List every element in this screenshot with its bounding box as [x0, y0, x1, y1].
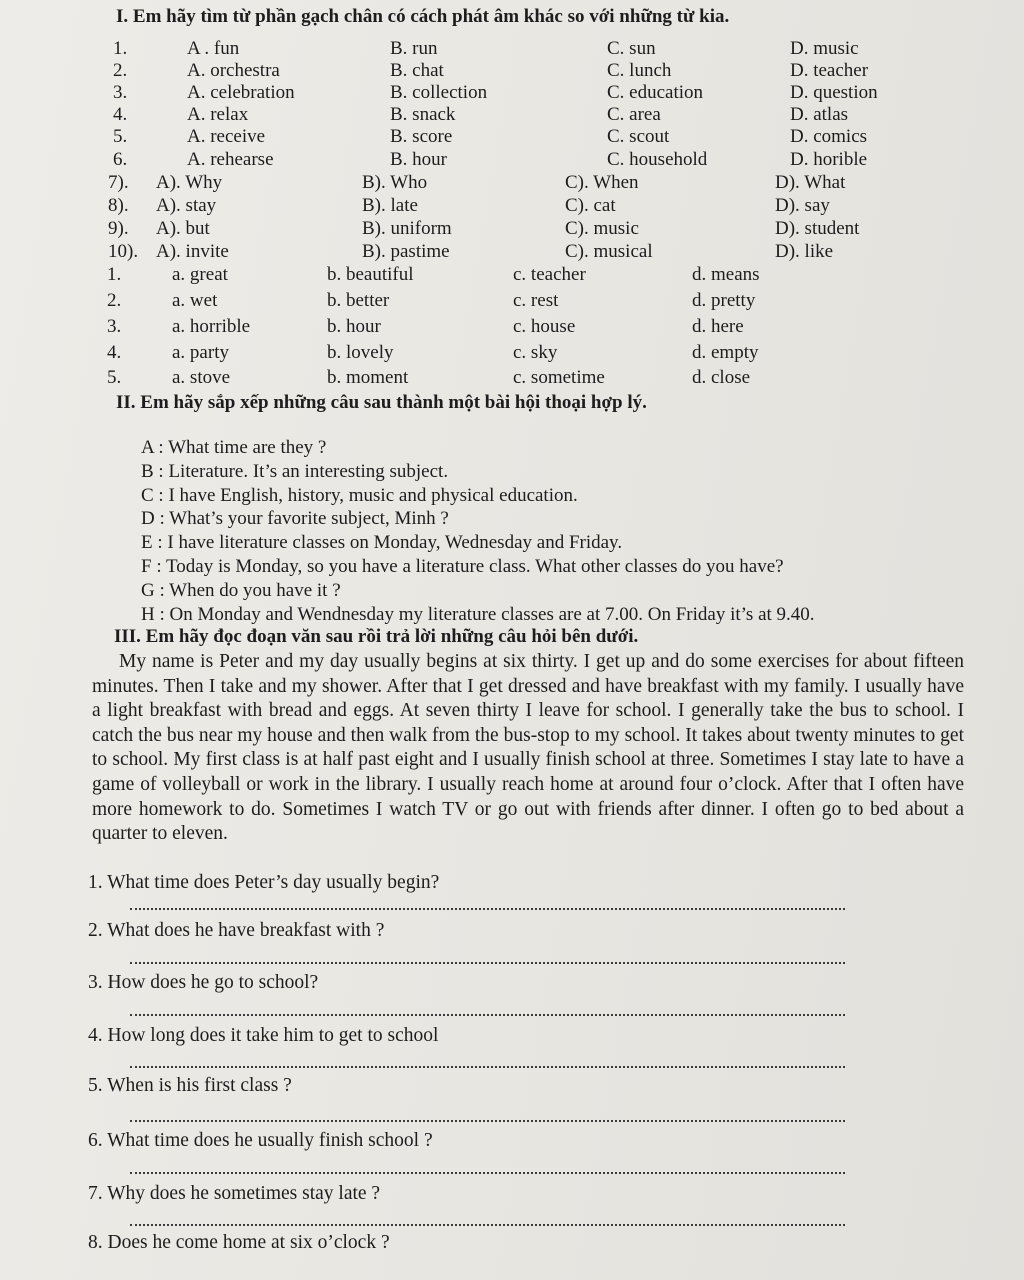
option-b: B. chat [390, 60, 444, 81]
question-row [0, 342, 1024, 366]
dialog-line: D : What’s your favorite subject, Minh ? [141, 508, 449, 530]
answer-line-5[interactable] [130, 1120, 845, 1122]
item-number: 4. [113, 104, 128, 125]
option-c: C. scout [607, 126, 670, 147]
item-number: 7). [108, 172, 129, 193]
question-row [0, 38, 1024, 62]
answer-line-2[interactable] [130, 962, 845, 964]
option-d: D. teacher [790, 60, 869, 81]
option-d: d. here [692, 316, 744, 337]
option-d: d. means [692, 264, 760, 285]
option-a: A. celebration [187, 82, 295, 103]
question-row [0, 172, 1024, 196]
option-c: C. household [607, 149, 708, 170]
passage-text: My name is Peter and my day usually begins at six thirty. I get up and do some exercises for about fifteen minutes. Then I take and my shower. After that I get dressed and have breakfast with my family. I usually have a light breakfast with bread and eggs. At seven thirty I leave for school. I generally take the bus to school. I catch the bus near my house and then walk from the bus-stop to my school. It takes about twenty minutes to get to school. My first class is at half past eight and I usually finish school at three. Sometimes I stay late to have a game of volleyball or work in the library. I usually reach home at around four o’clock. After that I often have more homework to do. Sometimes I watch TV or go out with friends after dinner. I often go to bed about a quarter to eleven. [92, 651, 964, 845]
question-4: 4. How long does it take him to get to school [88, 1025, 439, 1046]
option-d: D). say [775, 195, 830, 216]
option-c: C). cat [565, 195, 616, 216]
question-row [0, 264, 1024, 288]
option-d: D. question [790, 82, 878, 103]
option-b: B. collection [390, 82, 488, 103]
answer-line-7[interactable] [130, 1224, 845, 1226]
option-d: D. comics [790, 126, 868, 147]
dialog-line: F : Today is Monday, so you have a literature class. What other classes do you have? [141, 555, 784, 577]
option-a: A). invite [156, 241, 229, 262]
question-row [0, 195, 1024, 219]
question-row [0, 126, 1024, 150]
question-5: 5. When is his first class ? [88, 1075, 292, 1096]
item-number: 6. [113, 149, 128, 170]
option-d: D. horible [790, 149, 868, 170]
item-number: 1. [113, 38, 128, 59]
option-c: c. teacher [513, 264, 586, 285]
option-a: a. great [172, 264, 228, 285]
option-c: C. sun [607, 38, 656, 59]
item-number: 5. [107, 367, 122, 388]
option-b: b. beautiful [327, 264, 414, 285]
option-a: a. horrible [172, 316, 251, 337]
option-d: D). student [775, 218, 860, 239]
option-b: B). pastime [362, 241, 450, 262]
option-b: B. run [390, 38, 438, 59]
question-row [0, 241, 1024, 265]
item-number: 3. [113, 82, 128, 103]
option-c: C. lunch [607, 60, 672, 81]
question-row [0, 60, 1024, 84]
option-b: B. hour [390, 149, 447, 170]
question-1: 1. What time does Peter’s day usually begin? [88, 872, 440, 893]
answer-line-1[interactable] [130, 908, 845, 910]
item-number: 3. [107, 316, 122, 337]
dialog-line: B : Literature. It’s an interesting subject. [141, 460, 449, 482]
option-c: c. rest [513, 290, 559, 311]
section-3-title: III. Em hãy đọc đoạn văn sau rồi trả lời những câu hỏi bên dưới. [114, 626, 639, 647]
answer-line-3[interactable] [130, 1014, 845, 1016]
question-row [0, 316, 1024, 340]
option-b: B). uniform [362, 218, 452, 239]
option-c: C). When [565, 172, 639, 193]
question-8: 8. Does he come home at six o’clock ? [88, 1232, 390, 1253]
option-d: d. close [692, 367, 751, 388]
option-b: b. hour [327, 316, 381, 337]
item-number: 5. [113, 126, 128, 147]
section-1-title: I. Em hãy tìm từ phần gạch chân có cách phát âm khác so với những từ kia. [116, 6, 730, 27]
option-c: C). music [565, 218, 639, 239]
option-a: A. orchestra [187, 60, 280, 81]
option-a: A). but [156, 218, 210, 239]
option-a: A). stay [156, 195, 217, 216]
question-2: 2. What does he have breakfast with ? [88, 920, 385, 941]
item-number: 2. [113, 60, 128, 81]
dialog-line: C : I have English, history, music and physical education. [141, 484, 578, 506]
dialog-line: E : I have literature classes on Monday, Wednesday and Friday. [141, 532, 623, 554]
option-d: D). What [775, 172, 846, 193]
question-6: 6. What time does he usually finish school ? [88, 1130, 433, 1151]
question-row [0, 218, 1024, 242]
option-d: D. atlas [790, 104, 849, 125]
dialog-line: A : What time are they ? [141, 437, 327, 458]
option-a: A . fun [187, 38, 240, 59]
option-d: D). like [775, 241, 834, 262]
item-number: 10). [108, 241, 139, 262]
option-c: c. sky [513, 342, 558, 363]
question-3: 3. How does he go to school? [88, 972, 319, 993]
section-2-title: II. Em hãy sắp xếp những câu sau thành một bài hội thoại hợp lý. [116, 392, 647, 413]
option-a: a. wet [172, 290, 218, 311]
option-a: a. stove [172, 367, 231, 388]
option-b: B). late [362, 195, 418, 216]
question-7: 7. Why does he sometimes stay late ? [88, 1183, 381, 1204]
question-row [0, 290, 1024, 314]
option-c: C). musical [565, 241, 653, 262]
option-b: B). Who [362, 172, 428, 193]
option-c: c. sometime [513, 367, 605, 388]
option-a: A. receive [187, 126, 266, 147]
reading-passage [92, 650, 964, 847]
option-b: B. score [390, 126, 453, 147]
option-d: d. empty [692, 342, 759, 363]
answer-line-6[interactable] [130, 1172, 845, 1174]
option-b: b. moment [327, 367, 409, 388]
option-a: A. relax [187, 104, 249, 125]
option-c: C. area [607, 104, 661, 125]
option-a: A. rehearse [187, 149, 274, 170]
dialog-line: H : On Monday and Wendnesday my literature classes are at 7.00. On Friday it’s at 9.40. [141, 603, 815, 625]
option-c: c. house [513, 316, 576, 337]
dialog-line: G : When do you have it ? [141, 579, 341, 601]
question-row [0, 104, 1024, 128]
option-c: C. education [607, 82, 704, 103]
item-number: 8). [108, 195, 129, 216]
item-number: 9). [108, 218, 129, 239]
option-a: a. party [172, 342, 229, 363]
answer-line-4[interactable] [130, 1066, 845, 1068]
item-number: 2. [107, 290, 122, 311]
option-b: b. better [327, 290, 390, 311]
option-a: A). Why [156, 172, 223, 193]
item-number: 1. [107, 264, 122, 285]
option-d: d. pretty [692, 290, 756, 311]
question-row [0, 149, 1024, 173]
item-number: 4. [107, 342, 122, 363]
question-row [0, 82, 1024, 106]
option-b: B. snack [390, 104, 456, 125]
option-d: D. music [790, 38, 859, 59]
option-b: b. lovely [327, 342, 394, 363]
question-row [0, 367, 1024, 391]
dialog-lines [141, 436, 941, 626]
